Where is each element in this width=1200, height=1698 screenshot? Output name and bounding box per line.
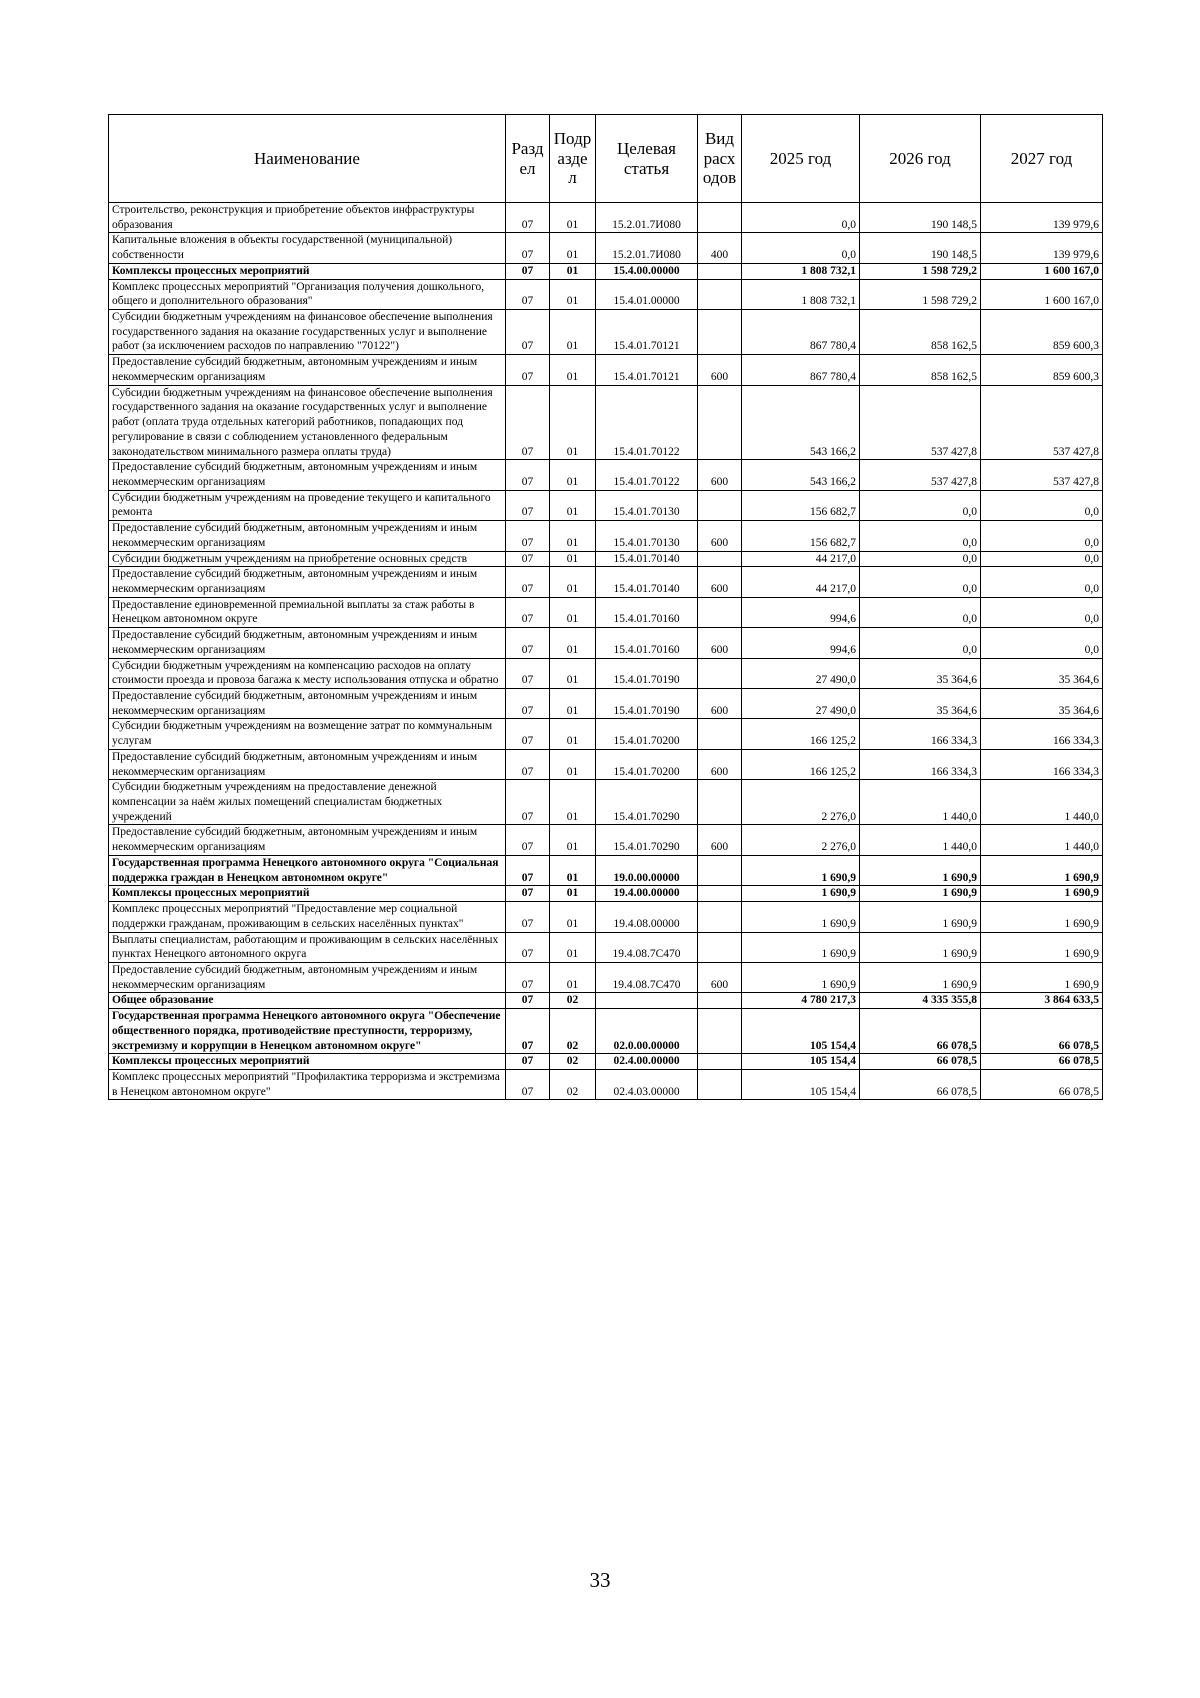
amount-2027-cell: 35 364,6 (981, 689, 1103, 719)
table-row (109, 567, 1103, 597)
podrazdel-cell: 01 (550, 689, 596, 719)
vid-cell (698, 932, 742, 962)
amount-2027-cell: 139 979,6 (981, 233, 1103, 263)
vid-cell (698, 1054, 742, 1070)
podrazdel-cell: 01 (550, 962, 596, 992)
name-cell: Комплексы процессных мероприятий (109, 886, 506, 902)
table-row (109, 855, 1103, 885)
table-row (109, 628, 1103, 658)
amount-2025-cell: 1 690,9 (742, 886, 860, 902)
vid-cell: 600 (698, 567, 742, 597)
amount-2026-cell: 0,0 (860, 567, 981, 597)
amount-2025-cell: 105 154,4 (742, 1009, 860, 1054)
table-row (109, 1009, 1103, 1054)
amount-2026-cell: 1 598 729,2 (860, 279, 981, 309)
name-cell: Субсидии бюджетным учреждениям на финансовое обеспечение выполнения государственного задания на оказание государственных услуг и выполнение работ (оплата труда отдельных категорий работников, попадающих под регулирование в связи с соблюдением установленного федеральным законодательством минимального размера оплаты труда) (109, 385, 506, 460)
amount-2025-cell: 867 780,4 (742, 310, 860, 355)
table-row (109, 521, 1103, 551)
target-cell: 15.4.01.70121 (596, 355, 698, 385)
vid-cell (698, 1069, 742, 1099)
podrazdel-cell: 02 (550, 1054, 596, 1070)
amount-2025-cell: 1 690,9 (742, 902, 860, 932)
table-row (109, 1054, 1103, 1070)
amount-2027-cell: 537 427,8 (981, 460, 1103, 490)
table-row (109, 597, 1103, 627)
razdel-cell: 07 (506, 1054, 550, 1070)
vid-cell (698, 203, 742, 233)
amount-2027-cell: 859 600,3 (981, 355, 1103, 385)
amount-2025-cell: 156 682,7 (742, 490, 860, 520)
razdel-cell: 07 (506, 521, 550, 551)
amount-2027-cell: 139 979,6 (981, 203, 1103, 233)
podrazdel-cell: 01 (550, 355, 596, 385)
amount-2027-cell: 0,0 (981, 597, 1103, 627)
amount-2026-cell: 0,0 (860, 597, 981, 627)
podrazdel-cell: 01 (550, 490, 596, 520)
amount-2025-cell: 543 166,2 (742, 460, 860, 490)
podrazdel-cell: 01 (550, 902, 596, 932)
vid-cell: 600 (698, 460, 742, 490)
vid-cell (698, 551, 742, 567)
podrazdel-cell: 01 (550, 233, 596, 263)
razdel-cell: 07 (506, 385, 550, 460)
target-cell: 15.4.01.70290 (596, 780, 698, 825)
target-cell: 19.0.00.00000 (596, 855, 698, 885)
vid-cell (698, 993, 742, 1009)
amount-2027-cell: 66 078,5 (981, 1069, 1103, 1099)
podrazdel-cell: 01 (550, 855, 596, 885)
vid-cell (698, 597, 742, 627)
name-cell: Строительство, реконструкция и приобретение объектов инфраструктуры образования (109, 203, 506, 233)
razdel-cell: 07 (506, 628, 550, 658)
amount-2026-cell: 4 335 355,8 (860, 993, 981, 1009)
vid-cell (698, 719, 742, 749)
table-row (109, 279, 1103, 309)
amount-2027-cell: 1 600 167,0 (981, 263, 1103, 279)
name-cell: Предоставление единовременной премиальной выплаты за стаж работы в Ненецком автономном округе (109, 597, 506, 627)
razdel-cell: 07 (506, 932, 550, 962)
name-cell: Комплексы процессных мероприятий (109, 263, 506, 279)
header-2025: 2025 год (742, 115, 860, 203)
vid-cell (698, 263, 742, 279)
amount-2027-cell: 1 690,9 (981, 932, 1103, 962)
target-cell: 15.4.01.70130 (596, 521, 698, 551)
razdel-cell: 07 (506, 355, 550, 385)
amount-2025-cell: 105 154,4 (742, 1054, 860, 1070)
amount-2027-cell: 166 334,3 (981, 749, 1103, 779)
name-cell: Предоставление субсидий бюджетным, автономным учреждениям и иным некоммерческим организациям (109, 825, 506, 855)
amount-2026-cell: 858 162,5 (860, 355, 981, 385)
name-cell: Субсидии бюджетным учреждениям на предоставление денежной компенсации за наём жилых помещений специалистам бюджетных учреждений (109, 780, 506, 825)
amount-2026-cell: 190 148,5 (860, 203, 981, 233)
amount-2027-cell: 1 440,0 (981, 825, 1103, 855)
razdel-cell: 07 (506, 749, 550, 779)
amount-2026-cell: 1 440,0 (860, 780, 981, 825)
amount-2025-cell: 1 690,9 (742, 932, 860, 962)
table-row (109, 233, 1103, 263)
target-cell: 15.4.01.70140 (596, 551, 698, 567)
razdel-cell: 07 (506, 233, 550, 263)
amount-2027-cell: 66 078,5 (981, 1054, 1103, 1070)
vid-cell (698, 490, 742, 520)
table-row (109, 886, 1103, 902)
amount-2025-cell: 44 217,0 (742, 551, 860, 567)
podrazdel-cell: 02 (550, 993, 596, 1009)
amount-2027-cell: 1 690,9 (981, 855, 1103, 885)
amount-2025-cell: 1 690,9 (742, 962, 860, 992)
table-body (109, 203, 1103, 1100)
name-cell: Субсидии бюджетным учреждениям на финансовое обеспечение выполнения государственного задания на оказание государственных услуг и выполнение работ (за исключением расходов по направлению "70122") (109, 310, 506, 355)
table-row (109, 658, 1103, 688)
name-cell: Предоставление субсидий бюджетным, автономным учреждениям и иным некоммерческим организациям (109, 749, 506, 779)
razdel-cell: 07 (506, 279, 550, 309)
amount-2027-cell: 537 427,8 (981, 385, 1103, 460)
target-cell: 02.4.00.00000 (596, 1054, 698, 1070)
vid-cell (698, 385, 742, 460)
amount-2025-cell: 156 682,7 (742, 521, 860, 551)
table-row (109, 310, 1103, 355)
vid-cell (698, 886, 742, 902)
podrazdel-cell: 01 (550, 460, 596, 490)
podrazdel-cell: 02 (550, 1009, 596, 1054)
vid-cell: 400 (698, 233, 742, 263)
razdel-cell: 07 (506, 1069, 550, 1099)
target-cell: 19.4.00.00000 (596, 886, 698, 902)
table-row (109, 932, 1103, 962)
podrazdel-cell: 01 (550, 719, 596, 749)
name-cell: Субсидии бюджетным учреждениям на проведение текущего и капитального ремонта (109, 490, 506, 520)
header-vid: Вид расх одов (698, 115, 742, 203)
vid-cell: 600 (698, 521, 742, 551)
amount-2027-cell: 1 690,9 (981, 902, 1103, 932)
header-2026: 2026 год (860, 115, 981, 203)
name-cell: Комплекс процессных мероприятий "Профилактика терроризма и экстремизма в Ненецком автономном округе" (109, 1069, 506, 1099)
vid-cell (698, 780, 742, 825)
razdel-cell: 07 (506, 962, 550, 992)
table-row (109, 719, 1103, 749)
target-cell: 19.4.08.00000 (596, 902, 698, 932)
target-cell: 15.4.01.70140 (596, 567, 698, 597)
amount-2025-cell: 543 166,2 (742, 385, 860, 460)
target-cell: 19.4.08.7С470 (596, 932, 698, 962)
header-podrazdel: Подр азде л (550, 115, 596, 203)
amount-2027-cell: 0,0 (981, 567, 1103, 597)
table-row (109, 263, 1103, 279)
amount-2026-cell: 0,0 (860, 551, 981, 567)
podrazdel-cell: 01 (550, 780, 596, 825)
razdel-cell: 07 (506, 1009, 550, 1054)
target-cell: 15.4.01.70200 (596, 719, 698, 749)
name-cell: Субсидии бюджетным учреждениям на компенсацию расходов на оплату стоимости проезда и провоза багажа к месту использования отпуска и обратно (109, 658, 506, 688)
budget-table (108, 114, 1103, 1100)
podrazdel-cell: 01 (550, 567, 596, 597)
vid-cell (698, 902, 742, 932)
table-row (109, 780, 1103, 825)
podrazdel-cell: 01 (550, 597, 596, 627)
amount-2026-cell: 537 427,8 (860, 460, 981, 490)
name-cell: Государственная программа Ненецкого автономного округа "Обеспечение общественного порядка, противодействие преступности, терроризму, экстремизму и коррупции в Ненецком автономном округе" (109, 1009, 506, 1054)
target-cell: 15.2.01.7И080 (596, 233, 698, 263)
amount-2025-cell: 2 276,0 (742, 825, 860, 855)
razdel-cell: 07 (506, 719, 550, 749)
razdel-cell: 07 (506, 310, 550, 355)
amount-2026-cell: 1 690,9 (860, 886, 981, 902)
target-cell: 15.4.01.70190 (596, 658, 698, 688)
name-cell: Предоставление субсидий бюджетным, автономным учреждениям и иным некоммерческим организациям (109, 628, 506, 658)
razdel-cell: 07 (506, 551, 550, 567)
header-name: Наименование (109, 115, 506, 203)
vid-cell: 600 (698, 689, 742, 719)
amount-2026-cell: 1 598 729,2 (860, 263, 981, 279)
podrazdel-cell: 01 (550, 932, 596, 962)
name-cell: Субсидии бюджетным учреждениям на приобретение основных средств (109, 551, 506, 567)
target-cell: 15.4.01.70190 (596, 689, 698, 719)
podrazdel-cell: 01 (550, 310, 596, 355)
podrazdel-cell: 02 (550, 1069, 596, 1099)
razdel-cell: 07 (506, 825, 550, 855)
amount-2026-cell: 66 078,5 (860, 1009, 981, 1054)
vid-cell: 600 (698, 825, 742, 855)
name-cell: Комплекс процессных мероприятий "Организация получения дошкольного, общего и дополнительного образования" (109, 279, 506, 309)
target-cell: 02.0.00.00000 (596, 1009, 698, 1054)
vid-cell: 600 (698, 355, 742, 385)
razdel-cell: 07 (506, 689, 550, 719)
table-row (109, 385, 1103, 460)
vid-cell: 600 (698, 749, 742, 779)
amount-2026-cell: 0,0 (860, 628, 981, 658)
amount-2025-cell: 166 125,2 (742, 749, 860, 779)
target-cell: 15.4.00.00000 (596, 263, 698, 279)
razdel-cell: 07 (506, 567, 550, 597)
amount-2025-cell: 1 808 732,1 (742, 263, 860, 279)
amount-2025-cell: 105 154,4 (742, 1069, 860, 1099)
target-cell: 02.4.03.00000 (596, 1069, 698, 1099)
target-cell: 15.2.01.7И080 (596, 203, 698, 233)
vid-cell (698, 310, 742, 355)
header-2027: 2027 год (981, 115, 1103, 203)
table-row (109, 460, 1103, 490)
table-header-row (109, 115, 1103, 203)
podrazdel-cell: 01 (550, 521, 596, 551)
razdel-cell: 07 (506, 658, 550, 688)
vid-cell (698, 1009, 742, 1054)
amount-2026-cell: 1 440,0 (860, 825, 981, 855)
name-cell: Комплексы процессных мероприятий (109, 1054, 506, 1070)
amount-2026-cell: 66 078,5 (860, 1054, 981, 1070)
amount-2026-cell: 166 334,3 (860, 719, 981, 749)
amount-2025-cell: 166 125,2 (742, 719, 860, 749)
table-row (109, 203, 1103, 233)
podrazdel-cell: 01 (550, 658, 596, 688)
amount-2026-cell: 66 078,5 (860, 1069, 981, 1099)
amount-2025-cell: 1 690,9 (742, 855, 860, 885)
table-row (109, 825, 1103, 855)
name-cell: Субсидии бюджетным учреждениям на возмещение затрат по коммунальным услугам (109, 719, 506, 749)
amount-2026-cell: 166 334,3 (860, 749, 981, 779)
table-row (109, 962, 1103, 992)
amount-2026-cell: 0,0 (860, 490, 981, 520)
target-cell: 15.4.01.70121 (596, 310, 698, 355)
target-cell: 15.4.01.70200 (596, 749, 698, 779)
target-cell: 19.4.08.7С470 (596, 962, 698, 992)
razdel-cell: 07 (506, 902, 550, 932)
vid-cell: 600 (698, 628, 742, 658)
target-cell: 15.4.01.00000 (596, 279, 698, 309)
name-cell: Предоставление субсидий бюджетным, автономным учреждениям и иным некоммерческим организациям (109, 521, 506, 551)
razdel-cell: 07 (506, 780, 550, 825)
amount-2027-cell: 35 364,6 (981, 658, 1103, 688)
header-target: Целевая статья (596, 115, 698, 203)
table-row (109, 689, 1103, 719)
razdel-cell: 07 (506, 490, 550, 520)
target-cell: 15.4.01.70130 (596, 490, 698, 520)
name-cell: Предоставление субсидий бюджетным, автономным учреждениям и иным некоммерческим организациям (109, 567, 506, 597)
amount-2026-cell: 858 162,5 (860, 310, 981, 355)
target-cell: 15.4.01.70122 (596, 385, 698, 460)
amount-2027-cell: 859 600,3 (981, 310, 1103, 355)
name-cell: Предоставление субсидий бюджетным, автономным учреждениям и иным некоммерческим организациям (109, 355, 506, 385)
table-row (109, 355, 1103, 385)
amount-2027-cell: 0,0 (981, 490, 1103, 520)
amount-2027-cell: 1 600 167,0 (981, 279, 1103, 309)
name-cell: Предоставление субсидий бюджетным, автономным учреждениям и иным некоммерческим организациям (109, 460, 506, 490)
razdel-cell: 07 (506, 993, 550, 1009)
target-cell: 15.4.01.70160 (596, 597, 698, 627)
amount-2025-cell: 0,0 (742, 233, 860, 263)
amount-2027-cell: 0,0 (981, 628, 1103, 658)
page-number: 33 (589, 1568, 611, 1592)
amount-2027-cell: 3 864 633,5 (981, 993, 1103, 1009)
vid-cell (698, 658, 742, 688)
vid-cell (698, 279, 742, 309)
amount-2025-cell: 27 490,0 (742, 658, 860, 688)
header-razdel: Разд ел (506, 115, 550, 203)
amount-2026-cell: 1 690,9 (860, 902, 981, 932)
amount-2025-cell: 867 780,4 (742, 355, 860, 385)
podrazdel-cell: 01 (550, 263, 596, 279)
amount-2027-cell: 1 690,9 (981, 886, 1103, 902)
amount-2027-cell: 0,0 (981, 551, 1103, 567)
amount-2027-cell: 66 078,5 (981, 1009, 1103, 1054)
amount-2026-cell: 1 690,9 (860, 932, 981, 962)
amount-2027-cell: 0,0 (981, 521, 1103, 551)
name-cell: Предоставление субсидий бюджетным, автономным учреждениям и иным некоммерческим организациям (109, 689, 506, 719)
podrazdel-cell: 01 (550, 551, 596, 567)
razdel-cell: 07 (506, 203, 550, 233)
podrazdel-cell: 01 (550, 203, 596, 233)
name-cell: Выплаты специалистам, работающим и проживающим в сельских населённых пунктах Ненецкого автономного округа (109, 932, 506, 962)
name-cell: Комплекс процессных мероприятий "Предоставление мер социальной поддержки гражданам, проживающим в сельских населённых пунктах" (109, 902, 506, 932)
amount-2026-cell: 35 364,6 (860, 658, 981, 688)
amount-2026-cell: 1 690,9 (860, 855, 981, 885)
amount-2026-cell: 1 690,9 (860, 962, 981, 992)
vid-cell (698, 855, 742, 885)
podrazdel-cell: 01 (550, 628, 596, 658)
razdel-cell: 07 (506, 855, 550, 885)
name-cell: Государственная программа Ненецкого автономного округа "Социальная поддержка граждан в Ненецком автономном округе" (109, 855, 506, 885)
target-cell: 15.4.01.70160 (596, 628, 698, 658)
amount-2027-cell: 166 334,3 (981, 719, 1103, 749)
target-cell: 15.4.01.70122 (596, 460, 698, 490)
razdel-cell: 07 (506, 263, 550, 279)
podrazdel-cell: 01 (550, 279, 596, 309)
podrazdel-cell: 01 (550, 825, 596, 855)
table-row (109, 902, 1103, 932)
amount-2025-cell: 994,6 (742, 628, 860, 658)
razdel-cell: 07 (506, 460, 550, 490)
amount-2025-cell: 1 808 732,1 (742, 279, 860, 309)
vid-cell: 600 (698, 962, 742, 992)
podrazdel-cell: 01 (550, 886, 596, 902)
amount-2025-cell: 27 490,0 (742, 689, 860, 719)
amount-2026-cell: 0,0 (860, 521, 981, 551)
amount-2025-cell: 994,6 (742, 597, 860, 627)
table-row (109, 1069, 1103, 1099)
table-row (109, 551, 1103, 567)
amount-2027-cell: 1 690,9 (981, 962, 1103, 992)
amount-2025-cell: 0,0 (742, 203, 860, 233)
amount-2026-cell: 35 364,6 (860, 689, 981, 719)
podrazdel-cell: 01 (550, 385, 596, 460)
razdel-cell: 07 (506, 886, 550, 902)
amount-2025-cell: 44 217,0 (742, 567, 860, 597)
name-cell: Капитальные вложения в объекты государственной (муниципальной) собственности (109, 233, 506, 263)
amount-2025-cell: 4 780 217,3 (742, 993, 860, 1009)
amount-2026-cell: 537 427,8 (860, 385, 981, 460)
razdel-cell: 07 (506, 597, 550, 627)
table-row (109, 993, 1103, 1009)
target-cell (596, 993, 698, 1009)
amount-2026-cell: 190 148,5 (860, 233, 981, 263)
name-cell: Предоставление субсидий бюджетным, автономным учреждениям и иным некоммерческим организациям (109, 962, 506, 992)
name-cell: Общее образование (109, 993, 506, 1009)
table-row (109, 749, 1103, 779)
podrazdel-cell: 01 (550, 749, 596, 779)
target-cell: 15.4.01.70290 (596, 825, 698, 855)
amount-2027-cell: 1 440,0 (981, 780, 1103, 825)
amount-2025-cell: 2 276,0 (742, 780, 860, 825)
table-row (109, 490, 1103, 520)
